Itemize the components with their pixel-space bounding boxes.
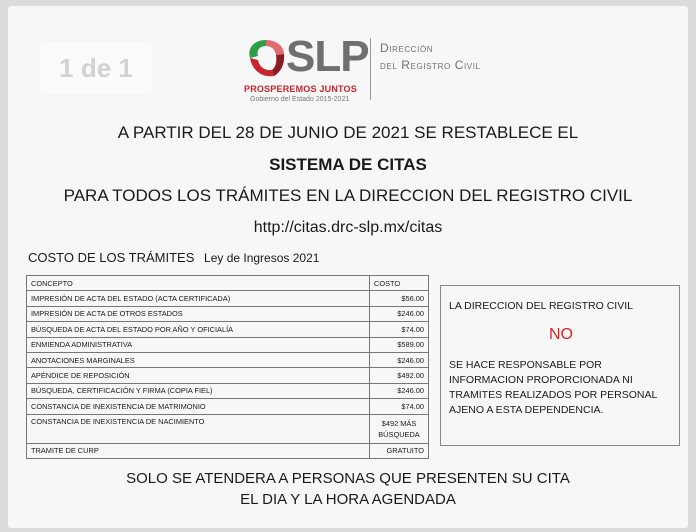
row-cost: $246.00 [370, 306, 429, 321]
row-concept: IMPRESIÓN DE ACTA DEL ESTADO (ACTA CERTIFICADA) [27, 291, 370, 306]
slp-emblem-icon [244, 36, 288, 82]
row-concept: CONSTANCIA DE INEXISTENCIA DE NACIMIENTO [27, 414, 370, 443]
logo-brand: SLP [286, 32, 369, 81]
disclaimer-box [440, 285, 680, 446]
cost-heading-law: Ley de Ingresos 2021 [204, 251, 320, 265]
cost-heading [28, 250, 319, 265]
footer-line2: EL DIA Y LA HORA AGENDADA [240, 491, 456, 508]
row-cost-amount: $492 MÁS [381, 418, 417, 428]
row-concept: ENMIENDA ADMINISTRATIVA [27, 337, 370, 352]
row-concept: CONSTANCIA DE INEXISTENCIA DE MATRIMONIO [27, 399, 370, 414]
logo-slogan: PROSPEREMOS JUNTOS [244, 84, 357, 94]
table-row [27, 383, 429, 398]
table-row [27, 414, 429, 443]
row-concept: APÉNDICE DE REPOSICIÓN [27, 368, 370, 383]
row-cost: $74.00 [370, 322, 429, 337]
table-row [27, 306, 429, 321]
disclaimer-line1: LA DIRECCION DEL REGISTRO CIVIL [449, 300, 633, 312]
logo-government: Gobierno del Estado 2015-2021 [250, 96, 350, 103]
slp-logo [240, 30, 520, 108]
row-concept: IMPRESIÓN DE ACTA DE OTROS ESTADOS [27, 306, 370, 321]
table-row [27, 352, 429, 367]
logo-divider [370, 38, 371, 100]
disclaimer-emphasis: NO [549, 326, 573, 343]
row-cost-note: BÚSQUEDA [378, 429, 420, 439]
row-concept: ANOTACIONES MARGINALES [27, 352, 370, 367]
cost-heading-title: COSTO DE LOS TRÁMITES [28, 250, 195, 265]
row-cost [370, 414, 429, 443]
column-header-concept: CONCEPTO [27, 276, 370, 291]
table-row [27, 322, 429, 337]
page-counter: 1 de 1 [40, 42, 152, 94]
table-row [27, 337, 429, 352]
column-header-cost: COSTO [370, 276, 429, 291]
table-row [27, 399, 429, 414]
row-cost: $56.00 [370, 291, 429, 306]
announcement-line1: A PARTIR DEL 28 DE JUNIO DE 2021 SE RESTABLECE EL [117, 123, 579, 142]
disclaimer-body: SE HACE RESPONSABLE POR INFORMACION PROPORCIONADA NI TRAMITES REALIZADOS POR PERSONAL AJENO A ESTA DEPENDENCIA. [449, 359, 657, 416]
row-cost: $246.00 [370, 383, 429, 398]
appointment-url: http://citas.drc-slp.mx/citas [253, 219, 443, 236]
table-row [27, 291, 429, 306]
fees-table [26, 275, 429, 459]
row-concept: BÚSQUEDA, CERTIFICACIÓN Y FIRMA (COPIA FIEL) [27, 383, 370, 398]
agency-name-line1: Dirección [380, 41, 434, 55]
footer-line1: SOLO SE ATENDERA A PERSONAS QUE PRESENTEN SU CITA [126, 470, 570, 487]
row-cost: $246.00 [370, 352, 429, 367]
agency-name-line2: del Registro Civil [380, 58, 481, 72]
announcement-line3: PARA TODOS LOS TRÁMITES EN LA DIRECCION DEL REGISTRO CIVIL [63, 186, 633, 205]
row-concept: BÚSQUEDA DE ACTA DEL ESTADO POR AÑO Y OFICIALÍA [27, 322, 370, 337]
agency-name [380, 40, 481, 74]
row-cost: $74.00 [370, 399, 429, 414]
table-row [27, 368, 429, 383]
row-concept: TRAMITE DE CURP [27, 443, 370, 458]
announcement-title: SISTEMA DE CITAS [269, 155, 427, 174]
row-cost: GRATUITO [370, 443, 429, 458]
table-header-row [27, 276, 429, 291]
row-cost: $589.00 [370, 337, 429, 352]
table-row [27, 443, 429, 458]
row-cost: $492.00 [370, 368, 429, 383]
